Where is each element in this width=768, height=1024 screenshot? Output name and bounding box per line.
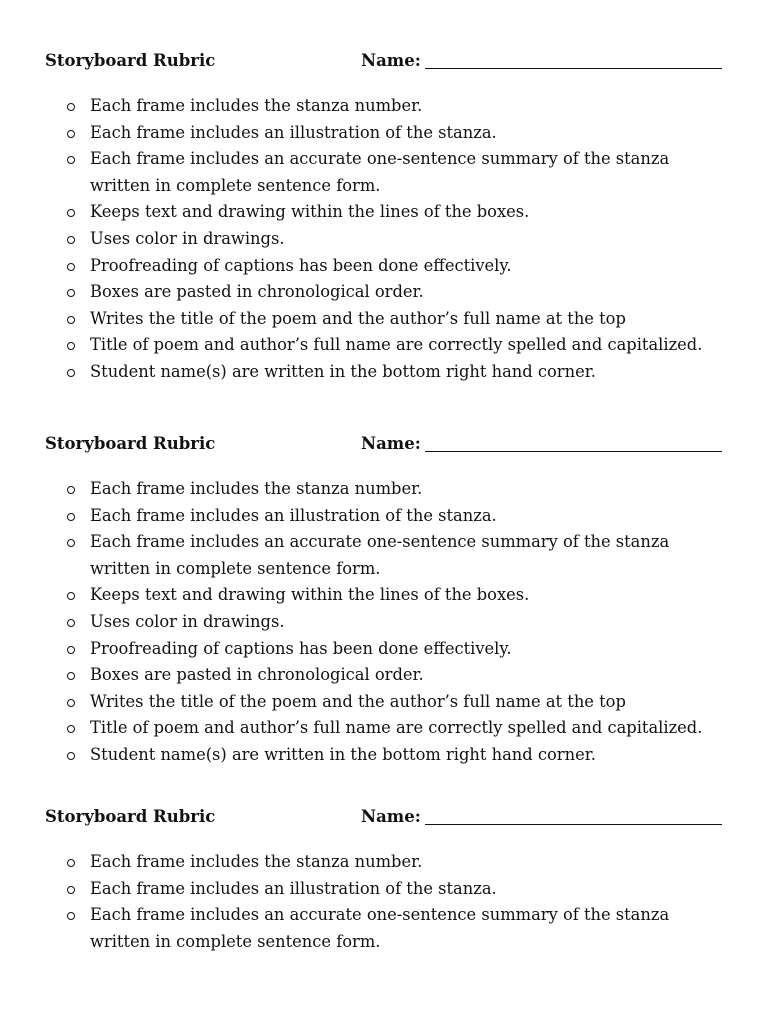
criteria-text: Title of poem and author’s full name are correctly spelled and capitalized. [90,335,703,355]
name-blank-line [425,451,722,452]
criteria-text: Each frame includes an illustration of the stanza. [90,878,497,898]
criteria-item [0,476,768,503]
rubric-header [0,51,768,75]
criteria-text: Each frame includes the stanza number. [90,479,423,498]
criteria-text: Student name(s) are written in the bottom right hand corner. [90,361,596,381]
circle-bullet-icon [67,886,75,894]
criteria-text: Uses color in drawings. [90,611,285,631]
criteria-item [0,279,768,306]
criteria-item [0,146,768,199]
rubric-section [0,51,768,381]
criteria-item [0,609,768,636]
criteria-item [0,582,768,609]
criteria-list [0,476,768,769]
rubric-title: Storyboard Rubric [45,434,216,453]
circle-bullet-icon [67,725,75,733]
criteria-text: Each frame includes an accurate one-sentence summary of the stanza written in complete sentence form. [90,532,670,578]
criteria-list [0,93,768,386]
circle-bullet-icon [67,859,75,867]
criteria-item [0,849,768,876]
name-label: Name: [361,807,421,826]
criteria-text: Student name(s) are written in the bottom right hand corner. [90,744,596,764]
criteria-item [0,93,768,120]
criteria-text: Each frame includes the stanza number. [90,852,423,871]
criteria-text: Title of poem and author’s full name are correctly spelled and capitalized. [90,718,703,738]
circle-bullet-icon [67,699,75,707]
criteria-text: Keeps text and drawing within the lines of the boxes. [90,202,530,222]
circle-bullet-icon [67,646,75,654]
criteria-item [0,199,768,226]
criteria-text: Writes the title of the poem and the author’s full name at the top [90,691,626,711]
criteria-text: Each frame includes the stanza number. [90,96,423,115]
criteria-text: Boxes are pasted in chronological order. [90,282,424,302]
criteria-item [0,689,768,716]
rubric-header [0,434,768,458]
criteria-list [0,849,768,955]
circle-bullet-icon [67,156,75,164]
circle-bullet-icon [67,672,75,680]
criteria-item [0,876,768,903]
circle-bullet-icon [67,103,75,111]
circle-bullet-icon [67,486,75,494]
criteria-text: Each frame includes an illustration of the stanza. [90,505,497,525]
criteria-item [0,636,768,663]
criteria-item [0,306,768,333]
circle-bullet-icon [67,369,75,377]
criteria-item [0,742,768,769]
criteria-item [0,226,768,253]
criteria-text: Writes the title of the poem and the author’s full name at the top [90,308,626,328]
criteria-text: Each frame includes an accurate one-sentence summary of the stanza written in complete sentence form. [90,905,670,951]
circle-bullet-icon [67,592,75,600]
circle-bullet-icon [67,342,75,350]
criteria-item [0,529,768,582]
rubric-title: Storyboard Rubric [45,51,216,70]
rubric-section [0,434,768,764]
circle-bullet-icon [67,263,75,271]
criteria-item [0,253,768,280]
rubric-section [0,807,768,951]
circle-bullet-icon [67,209,75,217]
criteria-text: Each frame includes an illustration of the stanza. [90,122,497,142]
circle-bullet-icon [67,912,75,920]
circle-bullet-icon [67,619,75,627]
circle-bullet-icon [67,289,75,297]
name-blank-line [425,824,722,825]
name-blank-line [425,68,722,69]
circle-bullet-icon [67,752,75,760]
name-label: Name: [361,51,421,70]
name-label: Name: [361,434,421,453]
circle-bullet-icon [67,236,75,244]
criteria-text: Each frame includes an accurate one-sentence summary of the stanza written in complete sentence form. [90,149,670,195]
criteria-text: Keeps text and drawing within the lines of the boxes. [90,585,530,605]
criteria-item [0,120,768,147]
criteria-text: Boxes are pasted in chronological order. [90,665,424,685]
criteria-item [0,902,768,955]
criteria-text: Proofreading of captions has been done effectively. [90,638,512,658]
criteria-text: Uses color in drawings. [90,228,285,248]
criteria-item [0,662,768,689]
criteria-item [0,715,768,742]
criteria-item [0,503,768,530]
criteria-item [0,359,768,386]
criteria-item [0,332,768,359]
rubric-header [0,807,768,831]
circle-bullet-icon [67,130,75,138]
circle-bullet-icon [67,316,75,324]
rubric-title: Storyboard Rubric [45,807,216,826]
circle-bullet-icon [67,513,75,521]
circle-bullet-icon [67,539,75,547]
criteria-text: Proofreading of captions has been done effectively. [90,255,512,275]
